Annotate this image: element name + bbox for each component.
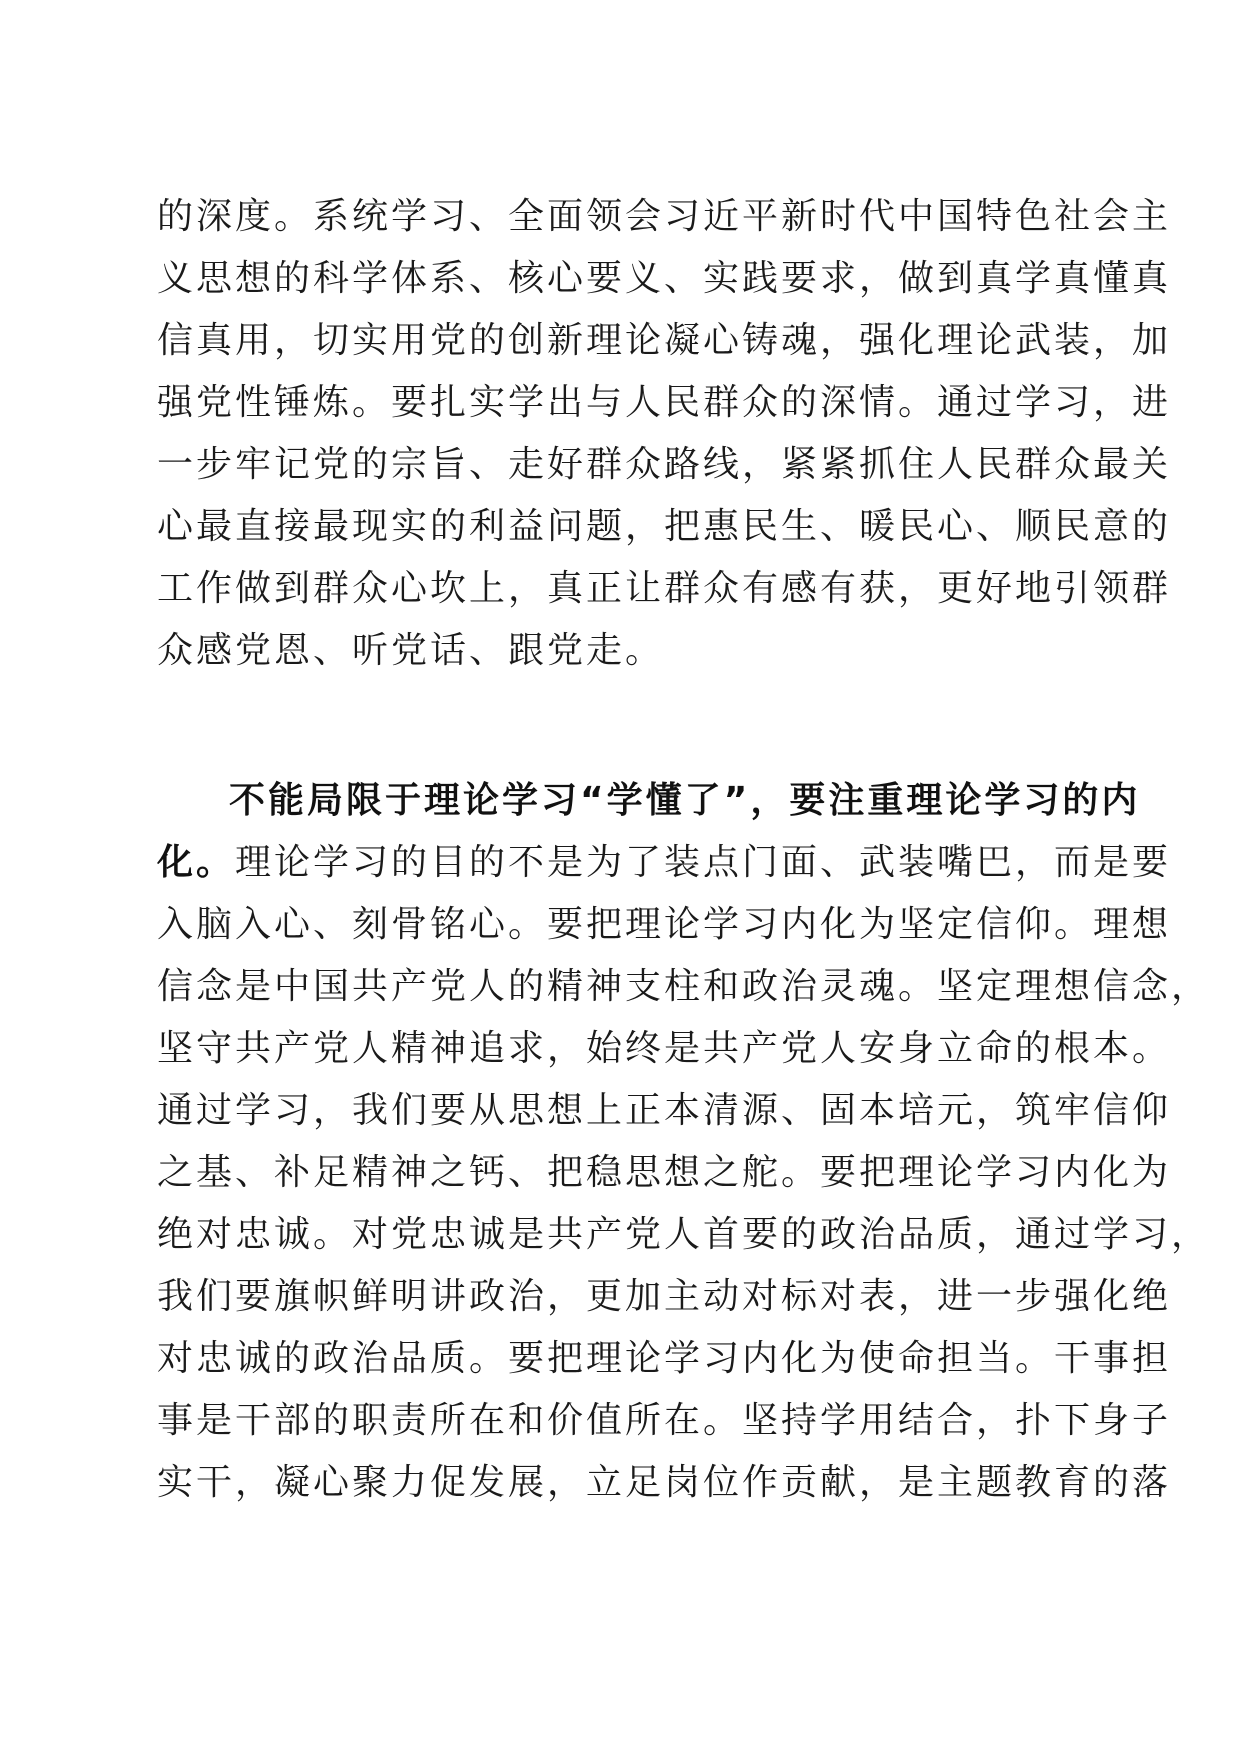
paragraph-line: 事是干部的职责所在和价值所在。坚持学用结合，扑下身子 <box>157 1400 1172 1441</box>
paragraph-line: 入脑入心、刻骨铭心。要把理论学习内化为坚定信仰。理想 <box>157 904 1172 945</box>
paragraph-line-text: 理论学习的目的不是为了装点门面、武装嘴巴，而是要 <box>235 842 1172 883</box>
paragraph-line: 信真用，切实用党的创新理论凝心铸魂，强化理论武装，加 <box>157 320 1172 361</box>
paragraph-line: 坚守共产党人精神追求，始终是共产党人安身立命的根本。 <box>157 1028 1172 1069</box>
paragraph-line: 的深度。系统学习、全面领会习近平新时代中国特色社会主 <box>157 196 1172 237</box>
paragraph-2 <box>157 770 1211 1514</box>
paragraph-line: 强党性锤炼。要扎实学出与人民群众的深情。通过学习，进 <box>157 382 1172 423</box>
paragraph-line: 之基、补足精神之钙、把稳思想之舵。要把理论学习内化为 <box>157 1152 1172 1193</box>
paragraph-mixed-line <box>157 832 1172 894</box>
paragraph-line: 对忠诚的政治品质。要把理论学习内化为使命担当。干事担 <box>157 1338 1172 1379</box>
paragraph-heading-tail: 化。 <box>157 842 236 883</box>
paragraph-line: 我们要旗帜鲜明讲政治，更加主动对标对表，进一步强化绝 <box>157 1276 1172 1317</box>
paragraph-line: 心最直接最现实的利益问题，把惠民生、暖民心、顺民意的 <box>157 506 1172 547</box>
paragraph-line: 通过学习，我们要从思想上正本清源、固本培元，筑牢信仰 <box>157 1090 1172 1131</box>
paragraph-line: 一步牢记党的宗旨、走好群众路线，紧紧抓住人民群众最关 <box>157 444 1172 485</box>
paragraph-heading-line: 不能局限于理论学习“学懂了”，要注重理论学习的内 <box>229 780 1141 821</box>
paragraph-line: 绝对忠诚。对党忠诚是共产党人首要的政治品质，通过学习， <box>157 1214 1211 1255</box>
paragraph-line: 信念是中国共产党人的精神支柱和政治灵魂。坚定理想信念， <box>157 966 1211 1007</box>
paragraph-line: 义思想的科学体系、核心要义、实践要求，做到真学真懂真 <box>157 258 1172 299</box>
paragraph-line: 实干，凝心聚力促发展，立足岗位作贡献，是主题教育的落 <box>157 1462 1172 1503</box>
paragraph-1 <box>157 186 1172 682</box>
paragraph-line: 工作做到群众心坎上，真正让群众有感有获，更好地引领群 <box>157 568 1172 609</box>
paragraph-line: 众感党恩、听党话、跟党走。 <box>157 630 665 671</box>
